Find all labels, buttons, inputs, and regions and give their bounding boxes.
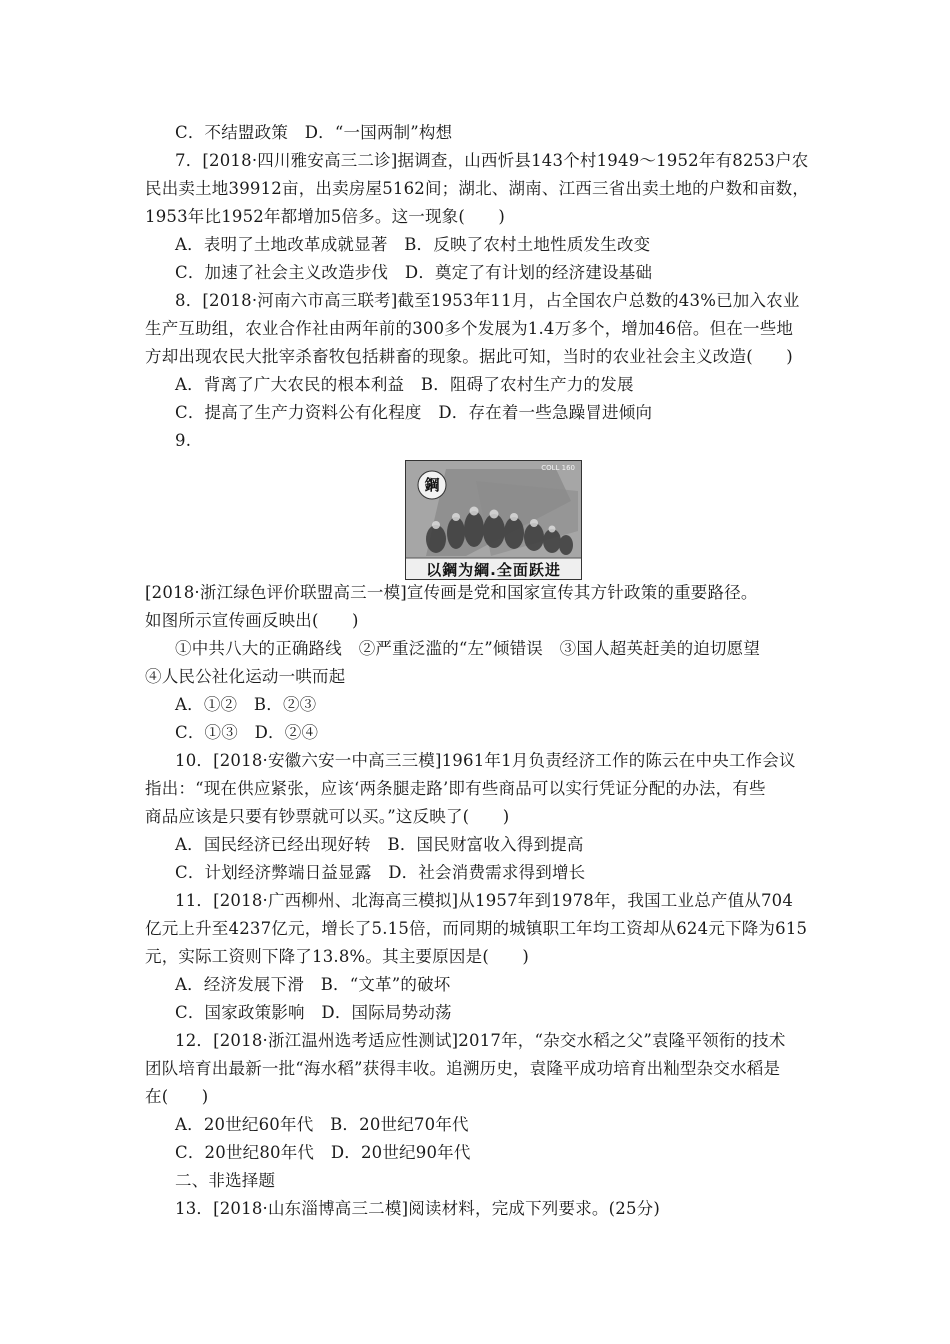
q9-stem-line1: [2018·浙江绿色评价联盟高三一模]宣传画是党和国家宣传其方针政策的重要路径。 bbox=[145, 583, 758, 602]
q8-options-cd: C．提高了生产力资料公有化程度 D．存在着一些急躁冒进倾向 bbox=[175, 403, 653, 422]
poster-badge-text: 鋼 bbox=[424, 476, 440, 494]
q11-stem-line1: 11．[2018·广西柳州、北海高三模拟]从1957年到1978年，我国工业总产值从704 bbox=[175, 891, 794, 910]
q11-stem-line2: 亿元上升至4237亿元，增长了5.15倍，而同期的城镇职工年均工资却从624元下降为615 bbox=[145, 919, 808, 938]
q11-stem-line3: 元，实际工资则下降了13.8%。其主要原因是( ) bbox=[145, 947, 529, 966]
q11-options-cd: C．国家政策影响 D．国际局势动荡 bbox=[175, 1003, 452, 1022]
q7-options-cd: C．加速了社会主义改造步伐 D．奠定了有计划的经济建设基础 bbox=[175, 263, 653, 282]
section-heading-non-choice: 二、非选择题 bbox=[175, 1171, 276, 1190]
q10-stem-line1: 10．[2018·安徽六安一中高三三模]1961年1月负责经济工作的陈云在中央工作会议 bbox=[175, 751, 796, 770]
q12-stem-line1: 12．[2018·浙江温州选考适应性测试]2017年，“杂交水稻之父”袁隆平领衔的技术 bbox=[175, 1031, 786, 1050]
q12-options-cd: C．20世纪80年代 D．20世纪90年代 bbox=[175, 1143, 471, 1162]
q7-stem-line1: 7．[2018·四川雅安高三二诊]据调查，山西忻县143个村1949～1952年有8253户农 bbox=[175, 151, 809, 170]
q9-number: 9. bbox=[175, 431, 192, 450]
q6-options-cd: C．不结盟政策 D．“一国两制”构想 bbox=[175, 123, 453, 142]
q8-stem-line1: 8．[2018·河南六市高三联考]截至1953年11月，占全国农户总数的43%已加入农业 bbox=[175, 291, 800, 310]
q9-statements-line1: ①中共八大的正确路线 ②严重泛滥的“左”倾错误 ③国人超英赶美的迫切愿望 bbox=[175, 639, 761, 658]
q8-options-ab: A．背离了广大农民的根本利益 B．阻碍了农村生产力的发展 bbox=[175, 375, 634, 394]
poster-corner-code: COLL 160 bbox=[541, 464, 575, 472]
q9-options-ab: A．①② B．②③ bbox=[175, 695, 317, 714]
q13-stem-line1: 13．[2018·山东淄博高三二模]阅读材料，完成下列要求。(25分) bbox=[175, 1199, 660, 1218]
q10-stem-line2: 指出：“现在供应紧张，应该‘两条腿走路’即有些商品可以实行凭证分配的办法，有些 bbox=[145, 779, 766, 798]
q12-options-ab: A．20世纪60年代 B．20世纪70年代 bbox=[175, 1115, 469, 1134]
q7-stem-line3: 1953年比1952年都增加5倍多。这一现象( ) bbox=[145, 207, 506, 226]
q9-stem-line2: 如图所示宣传画反映出( ) bbox=[145, 611, 359, 630]
propaganda-poster-image bbox=[405, 460, 582, 580]
q9-statements-line2: ④人民公社化运动一哄而起 bbox=[145, 667, 346, 686]
q7-options-ab: A．表明了土地改革成就显著 B．反映了农村土地性质发生改变 bbox=[175, 235, 651, 254]
q12-stem-line2: 团队培育出最新一批“海水稻”获得丰收。追溯历史，袁隆平成功培育出籼型杂交水稻是 bbox=[145, 1059, 781, 1078]
q8-stem-line2: 生产互助组，农业合作社由两年前的300多个发展为1.4万多个，增加46倍。但在一些地 bbox=[145, 319, 794, 338]
q10-stem-line3: 商品应该是只要有钞票就可以买。”这反映了( ) bbox=[145, 807, 510, 826]
q7-stem-line2: 民出卖土地39912亩，出卖房屋5162间；湖北、湖南、江西三省出卖土地的户数和亩数， bbox=[145, 179, 810, 198]
poster-slogan: 以鋼为綱.全面跃进 bbox=[426, 561, 561, 579]
q10-options-ab: A．国民经济已经出现好转 B．国民财富收入得到提高 bbox=[175, 835, 584, 854]
q12-stem-line3: 在( ) bbox=[145, 1087, 209, 1106]
q11-options-ab: A．经济发展下滑 B．“文革”的破坏 bbox=[175, 975, 451, 994]
q9-options-cd: C．①③ D．②④ bbox=[175, 723, 319, 742]
q10-options-cd: C．计划经济弊端日益显露 D．社会消费需求得到增长 bbox=[175, 863, 586, 882]
q8-stem-line3: 方却出现农民大批宰杀畜牧包括耕畜的现象。据此可知，当时的农业社会主义改造( ) bbox=[145, 347, 793, 366]
